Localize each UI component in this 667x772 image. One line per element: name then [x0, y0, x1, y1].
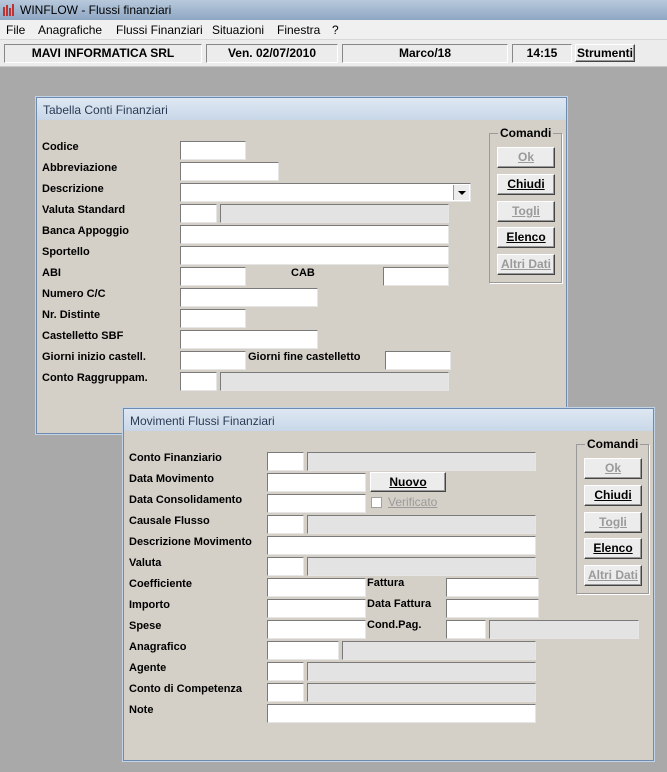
menu-anagrafiche[interactable]: Anagrafiche	[38, 23, 103, 37]
comandi-group	[489, 126, 562, 283]
altri-dati-button[interactable]: Altri Dati	[497, 254, 555, 275]
numero-cc-input[interactable]	[180, 288, 318, 307]
cond-pag-input[interactable]	[446, 620, 486, 639]
banca-appoggio-input[interactable]	[180, 225, 449, 244]
cond-pag-description	[489, 620, 639, 639]
label-descrizione: Descrizione	[42, 183, 104, 195]
fattura-input[interactable]	[446, 578, 539, 597]
label-conto-finanziario: Conto Finanziario	[129, 452, 222, 464]
label-sportello: Sportello	[42, 246, 90, 258]
strumenti-button[interactable]: Strumenti	[576, 46, 633, 60]
label-conto-competenza: Conto di Competenza	[129, 683, 243, 695]
status-date: Ven. 02/07/2010	[206, 44, 338, 63]
menu-flussi-finanziari[interactable]: Flussi Finanziari	[116, 23, 203, 37]
abbreviazione-input[interactable]	[180, 162, 279, 181]
movimenti-altri-dati-button[interactable]: Altri Dati	[584, 565, 642, 586]
abi-input[interactable]	[180, 267, 246, 286]
label-note: Note	[129, 704, 154, 716]
agente-description	[307, 662, 536, 681]
valuta-standard-description	[220, 204, 449, 223]
conto-raggruppam-input[interactable]	[180, 372, 217, 391]
causale-flusso-description	[307, 515, 536, 534]
app-title: WINFLOW - Flussi finanziari	[20, 3, 172, 17]
winflow-app-icon	[2, 3, 16, 17]
label-descrizione-movimento: Descrizione Movimento	[129, 536, 252, 548]
movimenti-window	[123, 408, 654, 761]
app-titlebar	[0, 0, 667, 20]
label-abi: ABI	[42, 267, 61, 279]
label-coefficiente: Coefficiente	[129, 578, 192, 590]
chevron-down-icon[interactable]	[453, 185, 469, 200]
label-abbreviazione: Abbreviazione	[42, 162, 118, 174]
label-giorni-fine: Giorni fine castelletto	[248, 351, 361, 363]
chiudi-button[interactable]: Chiudi	[497, 174, 555, 195]
ok-button[interactable]: Ok	[497, 147, 555, 168]
tabella-conti-titlebar	[37, 98, 566, 120]
causale-flusso-input[interactable]	[267, 515, 304, 534]
sportello-input[interactable]	[180, 246, 449, 265]
conto-competenza-description	[307, 683, 536, 702]
label-conto-raggruppam: Conto Raggruppam.	[42, 372, 148, 384]
elenco-button[interactable]: Elenco	[497, 227, 555, 248]
label-data-consolidamento: Data Consolidamento	[129, 494, 243, 506]
label-valuta-standard: Valuta Standard	[42, 204, 126, 216]
menu-help[interactable]: ?	[332, 23, 339, 37]
descrizione-select[interactable]	[180, 183, 471, 202]
importo-input[interactable]	[267, 599, 366, 618]
menu-finestra[interactable]: Finestra	[277, 23, 321, 37]
conto-competenza-input[interactable]	[267, 683, 304, 702]
status-bar	[0, 40, 667, 67]
movimenti-elenco-button[interactable]: Elenco	[584, 538, 642, 559]
togli-button[interactable]: Togli	[497, 201, 555, 222]
valuta-standard-input[interactable]	[180, 204, 217, 223]
label-numero-cc: Numero C/C	[42, 288, 106, 300]
agente-input[interactable]	[267, 662, 304, 681]
data-consolidamento-input[interactable]	[267, 494, 366, 513]
label-banca-appoggio: Banca Appoggio	[42, 225, 129, 237]
status-period: Marco/18	[342, 44, 508, 63]
label-data-fattura: Data Fattura	[367, 598, 432, 610]
label-codice: Codice	[42, 141, 79, 153]
valuta-description	[307, 557, 536, 576]
data-fattura-input[interactable]	[446, 599, 539, 618]
status-company: MAVI INFORMATICA SRL	[4, 44, 202, 63]
movimenti-ok-button[interactable]: Ok	[584, 458, 642, 479]
menu-situazioni[interactable]: Situazioni	[212, 23, 265, 37]
label-importo: Importo	[129, 599, 170, 611]
label-cab: CAB	[291, 267, 315, 279]
movimenti-comandi-caption: Comandi	[587, 437, 639, 451]
descrizione-movimento-input[interactable]	[267, 536, 536, 555]
valuta-input[interactable]	[267, 557, 304, 576]
conto-finanziario-description	[307, 452, 536, 471]
movimenti-titlebar	[124, 409, 653, 431]
movimenti-togli-button[interactable]: Togli	[584, 512, 642, 533]
spese-input[interactable]	[267, 620, 366, 639]
label-valuta: Valuta	[129, 557, 162, 569]
cab-input[interactable]	[383, 267, 449, 286]
movimenti-chiudi-button[interactable]: Chiudi	[584, 485, 642, 506]
castelletto-sbf-input[interactable]	[180, 330, 318, 349]
label-cond-pag: Cond.Pag.	[367, 619, 422, 631]
anagrafico-description	[342, 641, 536, 660]
conto-finanziario-input[interactable]	[267, 452, 304, 471]
label-fattura: Fattura	[367, 577, 405, 589]
data-movimento-input[interactable]	[267, 473, 366, 492]
label-agente: Agente	[129, 662, 167, 674]
tabella-conti-title: Tabella Conti Finanziari	[43, 103, 168, 117]
coefficiente-input[interactable]	[267, 578, 366, 597]
label-giorni-inizio: Giorni inizio castell.	[42, 351, 146, 363]
tabella-conti-window	[36, 97, 567, 434]
codice-input[interactable]	[180, 141, 246, 160]
anagrafico-input[interactable]	[267, 641, 339, 660]
menu-bar	[0, 20, 667, 40]
label-nr-distinte: Nr. Distinte	[42, 309, 101, 321]
verificato-checkbox[interactable]	[371, 497, 382, 508]
note-input[interactable]	[267, 704, 536, 723]
verificato-label: Verificato	[388, 495, 438, 509]
giorni-fine-input[interactable]	[385, 351, 451, 370]
nr-distinte-input[interactable]	[180, 309, 246, 328]
label-anagrafico: Anagrafico	[129, 641, 187, 653]
movimenti-title: Movimenti Flussi Finanziari	[130, 414, 275, 428]
comandi-caption: Comandi	[500, 126, 552, 140]
giorni-inizio-input[interactable]	[180, 351, 246, 370]
conto-raggruppam-description	[220, 372, 449, 391]
label-spese: Spese	[129, 620, 162, 632]
menu-file[interactable]: File	[6, 23, 26, 37]
label-castelletto-sbf: Castelletto SBF	[42, 330, 124, 342]
label-data-movimento: Data Movimento	[129, 473, 214, 485]
status-time: 14:15	[512, 44, 572, 63]
movimenti-comandi-group	[576, 437, 649, 594]
label-causale-flusso: Causale Flusso	[129, 515, 210, 527]
nuovo-button[interactable]: Nuovo	[370, 472, 446, 492]
